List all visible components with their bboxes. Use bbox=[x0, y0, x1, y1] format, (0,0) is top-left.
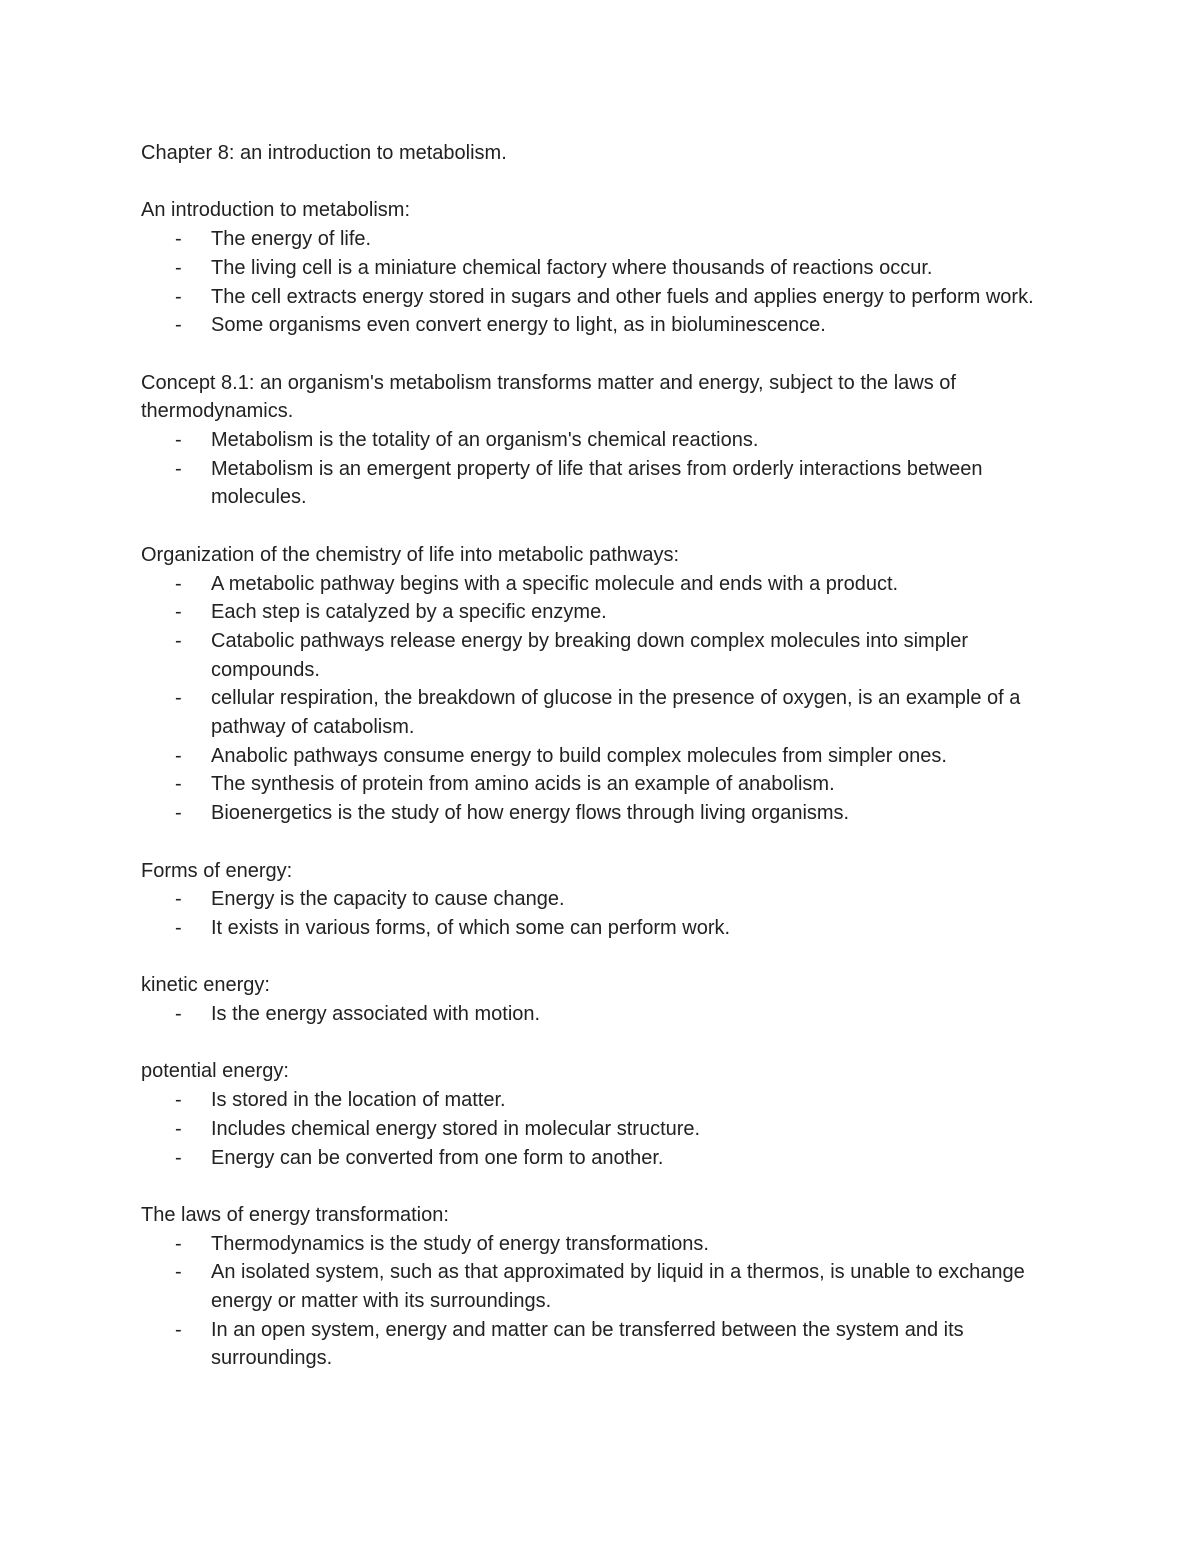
list-item bbox=[141, 598, 1061, 627]
list-item bbox=[141, 1258, 1061, 1315]
bullet-list bbox=[141, 225, 1061, 340]
list-item-text: It exists in various forms, of which some can perform work. bbox=[211, 916, 731, 939]
section-heading: potential energy: bbox=[141, 1060, 289, 1083]
bullet-dash: - bbox=[175, 773, 182, 796]
list-item-text: Metabolism is an emergent property of life that arises from orderly interactions between molecules. bbox=[211, 457, 983, 509]
section-laws-of-energy-transformation bbox=[141, 1201, 1061, 1373]
bullet-list bbox=[141, 1086, 1061, 1172]
list-item bbox=[141, 742, 1061, 771]
bullet-dash: - bbox=[175, 1261, 182, 1284]
section-heading: Organization of the chemistry of life into metabolic pathways: bbox=[141, 543, 680, 566]
list-item-text: Anabolic pathways consume energy to build complex molecules from simpler ones. bbox=[211, 744, 947, 767]
list-item bbox=[141, 885, 1061, 914]
bullet-dash: - bbox=[175, 285, 182, 308]
bullet-list bbox=[141, 885, 1061, 942]
section-forms-of-energy bbox=[141, 857, 1061, 943]
list-item bbox=[141, 1115, 1061, 1144]
bullet-dash: - bbox=[175, 572, 182, 595]
list-item-text: The energy of life. bbox=[211, 228, 372, 251]
bullet-dash: - bbox=[175, 457, 182, 480]
bullet-list bbox=[141, 1000, 1061, 1029]
bullet-dash: - bbox=[175, 888, 182, 911]
bullet-dash: - bbox=[175, 687, 182, 710]
bullet-dash: - bbox=[175, 601, 182, 624]
list-item-text: Energy can be converted from one form to another. bbox=[211, 1146, 664, 1169]
bullet-dash: - bbox=[175, 802, 182, 825]
list-item-text: Each step is catalyzed by a specific enzyme. bbox=[211, 601, 607, 624]
document-page bbox=[141, 139, 1061, 1402]
section-heading: kinetic energy: bbox=[141, 974, 270, 997]
list-item-text: Some organisms even convert energy to light, as in bioluminescence. bbox=[211, 314, 826, 337]
list-item-text: The living cell is a miniature chemical factory where thousands of reactions occur. bbox=[211, 256, 933, 279]
bullet-dash: - bbox=[175, 1117, 182, 1140]
bullet-dash: - bbox=[175, 429, 182, 451]
section-heading: Forms of energy: bbox=[141, 859, 293, 882]
list-item-text: The synthesis of protein from amino acids is an example of anabolism. bbox=[211, 773, 835, 796]
list-item-text: An isolated system, such as that approximated by liquid in a thermos, is unable to exchange energy or matter with its surroundings. bbox=[211, 1261, 1025, 1313]
list-item-text: Metabolism is the totality of an organism's chemical reactions. bbox=[211, 429, 759, 451]
section-concept-8-1 bbox=[141, 369, 1061, 513]
list-item bbox=[141, 684, 1061, 741]
section-potential-energy bbox=[141, 1057, 1061, 1172]
bullet-dash: - bbox=[175, 256, 182, 279]
list-item bbox=[141, 283, 1061, 312]
list-item bbox=[141, 1000, 1061, 1029]
list-item-text: Thermodynamics is the study of energy transformations. bbox=[211, 1232, 709, 1255]
bullet-dash: - bbox=[175, 1232, 182, 1255]
bullet-list bbox=[141, 426, 1061, 512]
section-heading: Concept 8.1: an organism's metabolism transforms matter and energy, subject to the laws of thermodynamics. bbox=[141, 371, 956, 423]
bullet-dash: - bbox=[175, 1003, 182, 1026]
list-item-text: Includes chemical energy stored in molecular structure. bbox=[211, 1117, 701, 1140]
list-item bbox=[141, 1316, 1061, 1373]
section-heading: An introduction to metabolism: bbox=[141, 199, 411, 222]
bullet-dash: - bbox=[175, 744, 182, 767]
list-item bbox=[141, 570, 1061, 599]
bullet-dash: - bbox=[175, 916, 182, 939]
list-item-text: In an open system, energy and matter can be transferred between the system and its surroundings. bbox=[211, 1318, 964, 1370]
list-item-text: Energy is the capacity to cause change. bbox=[211, 888, 565, 911]
list-item-text: The cell extracts energy stored in sugars and other fuels and applies energy to perform work. bbox=[211, 285, 1034, 308]
bullet-dash: - bbox=[175, 629, 182, 652]
bullet-dash: - bbox=[175, 1318, 182, 1341]
list-item bbox=[141, 627, 1061, 684]
bullet-list bbox=[141, 1230, 1061, 1374]
list-item-text: Is the energy associated with motion. bbox=[211, 1003, 541, 1026]
list-item bbox=[141, 225, 1061, 254]
list-item bbox=[141, 455, 1061, 512]
list-item bbox=[141, 770, 1061, 799]
list-item bbox=[141, 799, 1061, 828]
bullet-list bbox=[141, 570, 1061, 828]
list-item-text: Bioenergetics is the study of how energy flows through living organisms. bbox=[211, 802, 850, 825]
section-heading: The laws of energy transformation: bbox=[141, 1203, 449, 1226]
list-item-text: Catabolic pathways release energy by breaking down complex molecules into simpler compounds. bbox=[211, 629, 969, 681]
list-item bbox=[141, 914, 1061, 943]
list-item bbox=[141, 426, 1061, 455]
bullet-dash: - bbox=[175, 1089, 182, 1112]
list-item-text: A metabolic pathway begins with a specific molecule and ends with a product. bbox=[211, 572, 899, 595]
document-title: Chapter 8: an introduction to metabolism. bbox=[141, 142, 507, 164]
list-item bbox=[141, 1144, 1061, 1173]
section-introduction bbox=[141, 196, 1061, 340]
list-item-text: Is stored in the location of matter. bbox=[211, 1089, 506, 1112]
bullet-dash: - bbox=[175, 314, 182, 337]
list-item bbox=[141, 311, 1061, 340]
bullet-dash: - bbox=[175, 1146, 182, 1169]
list-item bbox=[141, 1086, 1061, 1115]
list-item bbox=[141, 1230, 1061, 1259]
list-item bbox=[141, 254, 1061, 283]
bullet-dash: - bbox=[175, 228, 182, 251]
section-metabolic-pathways bbox=[141, 541, 1061, 828]
section-kinetic-energy bbox=[141, 971, 1061, 1028]
list-item-text: cellular respiration, the breakdown of glucose in the presence of oxygen, is an example of a pathway of catabolism. bbox=[211, 687, 1021, 739]
